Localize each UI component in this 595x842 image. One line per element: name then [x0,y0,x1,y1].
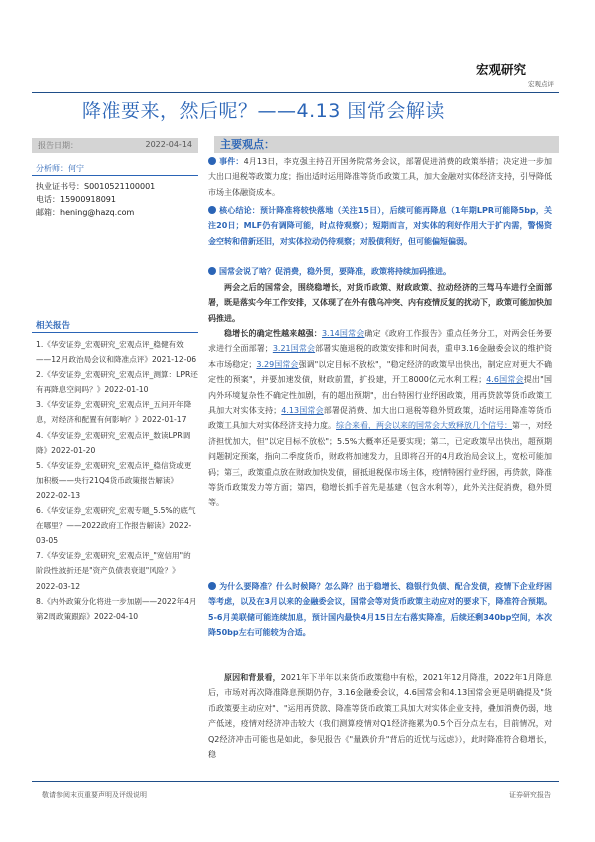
bullet-icon [208,206,216,214]
meeting-link-413[interactable]: 4.13国常会 [281,406,324,416]
meeting-text-329: 强调"以定目标不放松"，"稳定经济的政策早出快出，制定应对更大不确定性的预案"，并要加速发债，财政前置，扩投建，开工8000亿元水利工程； [208,359,553,385]
state-council-heading [208,264,552,279]
meeting-text-46: 提出"国内外环境复杂性不确定性加剧，有的超出预期"，出台特困行业纾困政策，用再贷款等货币政策工具加大对实体支持； [208,375,552,416]
analyst-email[interactable]: 邮箱：hening@hazq.com [36,208,135,217]
signals-summary: 综合来看，两会以来的国常会大致释放几个信号： [336,421,512,431]
footer-disclaimer: 敬请参阅末页重要声明及评级说明 [42,791,147,799]
footer-divider [32,781,559,782]
growth-certainty-paragraph [208,326,552,511]
meeting-link-314[interactable]: 3.14国常会 [321,329,365,338]
document-title: 降准要来，然后呢？——4.13 国常会解读 [82,100,445,122]
bullet-icon [208,582,216,590]
meeting-text-314: 确定《政府工作报告》重点任务分工，对两会任务要求进行全面部署； [208,329,553,354]
related-report-item[interactable]: 1.《华安证券_宏观研究_宏观点评_稳健有效——12月政治局会议和降准点评》2021-12-06 [36,340,197,365]
state-council-heading-text: 国常会说了啥？促消费，稳外贸，要降准，政策将持续加码推进。 [219,267,451,276]
meeting-text-413: 部署促消费、加大出口退税等稳外贸政策，适时运用降准等货币政策工具加大对实体经济支持力度。 [208,406,553,431]
analyst-row [36,163,84,174]
signals-text: 第一，对经济担忧加大，但"以定目标不放松"；5.5%大概率还是要实现；第二，已定政策早出快出，超预期问题制定预案，指向二季度货币，财政将加速发力，且即将召开的4月政治局会议上，宽松可能加码；第三，政策重点放在财政加快发债，留抵退税保市场主体，疫情特困行业纾困，再贷款，降准等货币政策发力等方面；第四，稳增长抓手首先是基建（包含水利等），此外关注促消费，稳外贸等。 [208,421,552,508]
state-council-summary: 两会之后的国常会，围绕稳增长，对货币政策、财政政策、拉动经济的三驾马车进行全面部署，既是落实今年工作安排，又体现了在外有俄乌冲突、内有疫情反复的扰动下，政策可能加快加码推进。 [208,283,552,323]
event-text: 4月13日，李克强主持召开国务院常务会议，部署促进消费的政策举措；决定进一步加大出口退税等政策力度；指出适时运用降准等货币政策工具，加大金融对实体经济支持，引导降低市场主体融资成本。 [208,157,552,197]
related-report-item[interactable]: 3.《华安证券_宏观研究_宏观点评_五问开年降息，对经济和配置有何影响？》2022-01-17 [36,400,192,425]
core-conclusion-rest: 短期而言，对实体的利好作用大于扩内需，警惕资金空转和借新还旧，对实体拉动仍待观察；对股债利好，但可能偏短偏弱。 [208,221,552,246]
related-reports-title: 相关报告 [36,321,71,331]
event-label: 事件： [219,157,244,166]
background-paragraph [208,670,552,762]
background-text: 2021年下半年以来货币政策稳中有松，2021年12月降准，2022年1月降息后，市场对再次降准降息预期仍存，3.16金融委会议，4.6国常会和4.13国常会更是明确提及"货币政策要主动应对"、"运用再贷款、降准等货币政策工具加大对实体企业支持，叠加消费仍弱，地产低迷，疫情对经济冲击较大（我们测算疫情对Q1经济拖累为0.5个百分点左右，目前情况，对Q2经济冲击可能也是如此，参见报告《"量跌价升"背后的近忧与远虑》），此时降准符合稳增长，稳 [208,673,552,760]
report-date-label: 报告日期： [38,141,78,150]
meeting-link-329[interactable]: 3.29国常会 [256,359,299,369]
core-conclusion-paragraph [208,203,552,249]
related-report-item[interactable]: 4.《华安证券_宏观研究_宏观点评_数读LPR调降》2022-01-20 [36,430,191,455]
bullet-icon [208,267,216,275]
background-lead: 原因和背景看， [224,673,281,682]
why-rrr-cut-paragraph [208,579,552,641]
core-conclusion-label: 核心结论： [219,206,260,215]
related-report-item[interactable]: 5.《华安证券_宏观研究_宏观点评_稳信贷或更加积极——央行21Q4货币政策报告解读》2022-02-13 [36,460,192,500]
license-number: 执业证书号：S0010521100001 [36,182,156,191]
report-date-value: 2022-04-14 [145,140,192,149]
meeting-text-321: 部署实施退税的政策安排和时间表，重申3.16金融委会议的维护资本市场稳定； [208,344,553,369]
analyst-phone: 电话：15900918091 [36,195,116,204]
why-rrr-cut-head: 为什么要降准？什么时候降？怎么降？ [219,582,358,591]
core-conclusion-blue: 预计降准将较快落地（关注15日），后续可能再降息（1年期LPR可能降5bp，关注20日；MLF仍有调降可能，时点待观察）； [208,206,552,231]
related-reports-divider [32,332,198,333]
analyst-divider [32,175,198,176]
bullet-icon [208,157,216,165]
footer-report-type: 证券研究报告 [509,791,551,799]
header-divider [32,92,559,93]
meeting-link-321[interactable]: 3.21国常会 [272,344,316,354]
report-date-bar [32,138,198,153]
report-category: 宏观研究 [476,62,527,77]
related-report-item[interactable]: 8.《内外政策分化将进一步加剧——2022年4月第2周政策跟踪》2022-04-10 [36,596,197,621]
related-report-item[interactable]: 6.《华安证券_宏观研究_宏观专题_5.5%的底气在哪里？——2022政府工作报告解读》2022-03-05 [36,506,196,546]
main-points-title: 主要观点： [220,138,275,151]
event-paragraph [208,154,552,200]
why-rrr-cut-text: 出于稳增长、稳银行负债、配合发债，疫情下企业纾困等考虑，以及在3月以来的金融委会议，国常会等对货币政策主动应对的要求下，降准符合预期。5-6月美联储可能连续加息，预计国内最快4月15日左右落实降准，后续还剩340bp空间，本次降50bp左右可能较为合适。 [208,582,553,638]
analyst-name: 何宁 [68,164,84,173]
related-report-item[interactable]: 7.《华安证券_宏观研究_宏观点评_"宽信用"的阶段性波折还是"资产负债表衰退"风险？》2022-03-12 [36,551,191,591]
report-subcategory: 宏观点评 [528,80,554,88]
related-reports-list [36,337,198,624]
growth-lead: 稳增长的确定性越来越强： [224,329,322,338]
meeting-link-46[interactable]: 4.6国常会 [486,375,524,385]
analyst-label: 分析师： [36,164,68,173]
related-report-item[interactable]: 2.《华安证券_宏观研究_宏观点评_测算：LPR还有再降息空间吗？》2022-01-10 [36,370,198,395]
